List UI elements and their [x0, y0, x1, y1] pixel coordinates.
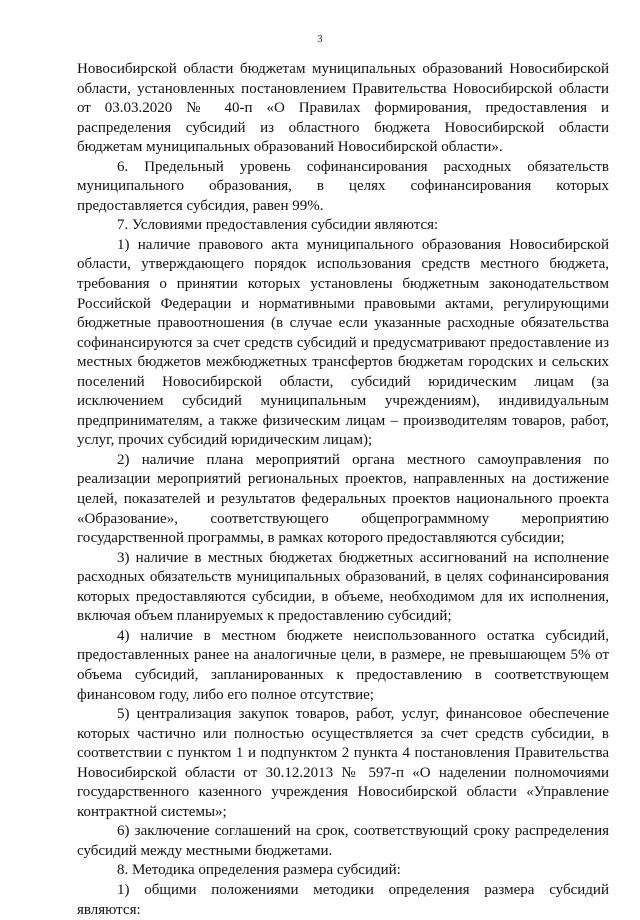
paragraph-item-6: 6. Предельный уровень софинансирования расходных обязательств муниципального образования, в целях софинансирования которых предоставляется субсидия, равен 99%. — [77, 158, 609, 214]
paragraph-subitem-7-6: 6) заключение соглашений на срок, соответствующий сроку распределения субсидий между местными бюджетами. — [77, 823, 609, 859]
paragraph-subitem-8-1: 1) общими положениями методики определения размера субсидий являются: — [77, 881, 609, 918]
paragraph-continuation: Новосибирской области бюджетам муниципальных образований Новосибирской области, установленных постановлением Правительства Новосибирской области от 03.03.2020 № 40-п «О Правилах формирования, предоставления и распределения субсидий из областного бюджета Новосибирской области бюджетам муниципальных образований Новосибирской области». — [77, 61, 609, 156]
paragraph-subitem-7-5: 5) централизация закупок товаров, работ, услуг, финансовое обеспечение которых частично или полностью осуществляется за счет средств субсидии, в соответствии с пунктом 1 и подпунктом 2 пункта 4 постановления Правительства Новосибирской области от 30.12.2013 № 597-п «О наделении полномочиями государственного казенного учреждения Новосибирской области «Управление контрактной системы»; — [77, 706, 609, 820]
document-body — [77, 60, 609, 920]
page-number: 3 — [317, 34, 323, 45]
paragraph-subitem-7-3: 3) наличие в местных бюджетах бюджетных ассигнований на исполнение расходных обязательств муниципальных образований, в целях софинансирования которых предоставляются субсидии, в объеме, необходимом для их исполнения, включая объем планируемых к предоставлению субсидий; — [77, 549, 609, 625]
paragraph-subitem-7-4: 4) наличие в местном бюджете неиспользованного остатка субсидий, предоставленных ранее на аналогичные цели, в размере, не превышающем 5% от объема субсидий, запланированных к предоставлению в соответствующем финансовом году, либо его полное отсутствие; — [77, 627, 609, 703]
paragraph-subitem-7-2: 2) наличие плана мероприятий органа местного самоуправления по реализации мероприятий региональных проектов, направленных на достижение целей, показателей и результатов федеральных проектов национального проекта «Образование», соответствующего общепрограммному мероприятию государственной программы, в рамках которого предоставляются субсидии; — [77, 451, 609, 547]
paragraph-item-8: 8. Методика определения размера субсидий: — [117, 862, 401, 879]
paragraph-item-7: 7. Условиями предоставления субсидии являются: — [117, 217, 439, 234]
paragraph-subitem-7-1: 1) наличие правового акта муниципального образования Новосибирской области, утверждающего порядок использования средств местного бюджета, требования о принятии которых установлены бюджетным законодательством Российской Федерации и нормативными правовыми актами, регулирующими бюджетные правоотношения (в случае если указанные расходные обязательства софинансируются за счет средств субсидий и предусматривают предоставление из местных бюджетов межбюджетных трансфертов бюджетам городских и сельских поселений Новосибирской области, субсидий юридическим лицам (за исключением субсидий муниципальным учреждениям), индивидуальным предпринимателям, а также физическим лицам – производителям товаров, работ, услуг, прочих субсидий юридическим лицам); — [77, 236, 609, 449]
